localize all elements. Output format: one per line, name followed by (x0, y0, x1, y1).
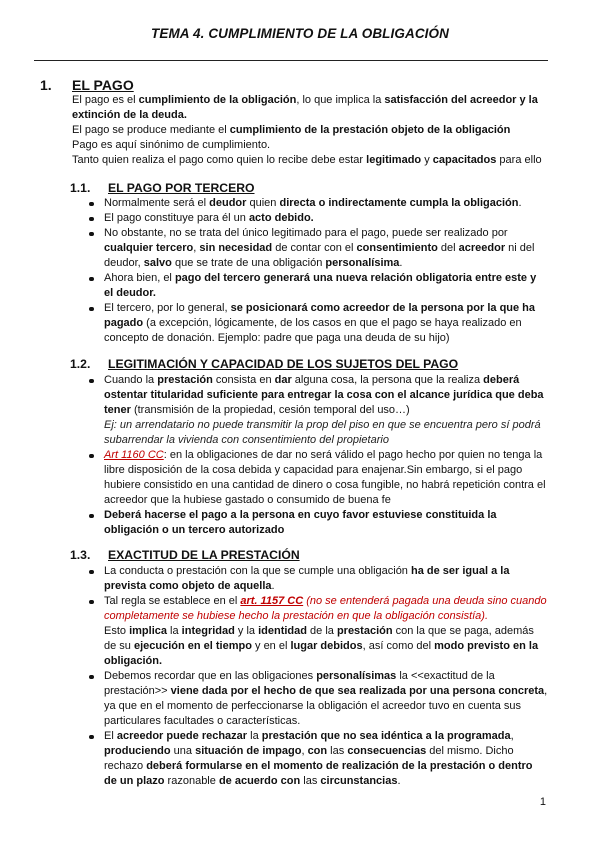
list-item: El pago constituye para él un acto debido. (88, 211, 548, 226)
subsection-number: 1.1. (70, 181, 91, 195)
title-divider (34, 44, 548, 61)
intro-line-3: Pago es aquí sinónimo de cumplimiento. (72, 139, 271, 151)
list-item: La conducta o prestación con la que se cumple una obligación ha de ser igual a la prevista como objeto de aquella. (88, 564, 548, 594)
section-label: EL PAGO (72, 77, 134, 93)
intro-line-1: El pago es el cumplimiento de la obligación, lo que implica la satisfacción del acreedor y la extinción de la deuda. (72, 94, 538, 121)
list-item: El acreedor puede rechazar la prestación que no sea idéntica a la programada, produciendo una situación de impago, con las consecuencias del mismo. Dicho rechazo deberá formularse en el momento de realización de la prestación o dentro de un plazo razonable de acuerdo con las circunstancias. (88, 729, 548, 789)
example-note: Ej: un arrendatario no puede transmitir la prop del piso en que se encuentra pero sí podrá subarrendar la vivienda con consentimiento del propietario (104, 419, 541, 446)
subsection-1-2-heading (70, 357, 458, 371)
list-item: Ahora bien, el pago del tercero generará una nueva relación obligatoria entre este y el deudor. (88, 271, 548, 301)
subsection-1-3-heading (70, 548, 300, 562)
intro-line-4: Tanto quien realiza el pago como quien lo recibe debe estar legitimado y capacitados para ello (72, 154, 542, 166)
section-1-heading (40, 77, 134, 93)
intro-paragraph (72, 93, 562, 168)
list-item: Deberá hacerse el pago a la persona en cuyo favor estuviese constituida la obligación o un tercero autorizado (88, 508, 548, 538)
list-item: Art 1160 CC: en la obligaciones de dar no será válido el pago hecho por quien no tenga la libre disposición de la cosa debida y capacidad para enajenar.Sin embargo, si el pago hubiere consistido en una cantidad de dinero o cosa fungible, no habrá repetición contra el acreedor que la hubiese gastado o consumido de buena fe (88, 448, 548, 508)
subsection-1-1-list (88, 196, 548, 346)
section-number: 1. (40, 77, 52, 93)
list-item: No obstante, no se trata del único legitimado para el pago, puede ser realizado por cualquier tercero, sin necesidad de contar con el consentimiento del acreedor ni del deudor, salvo que se trate de una obligación personalísima. (88, 226, 548, 271)
subsection-label: LEGITIMACIÓN Y CAPACIDAD DE LOS SUJETOS DEL PAGO (108, 357, 459, 371)
subsection-1-1-heading (70, 181, 255, 195)
subsection-number: 1.3. (70, 548, 91, 562)
subsection-1-3-list (88, 564, 548, 789)
subsection-number: 1.2. (70, 357, 91, 371)
list-item: Tal regla se establece en el art. 1157 CC (no se entenderá pagada una deuda sino cuando completamente se hubiese hecho la prestación en que la obligación consistía). Esto implica la integridad y la identidad de la prestación con la que se paga, además de su ejecución en el tiempo y en el lugar debidos, así como del modo previsto en la obligación. (88, 594, 548, 669)
subsection-label: EL PAGO POR TERCERO (108, 181, 255, 195)
list-item: Debemos recordar que en las obligaciones personalísimas la <<exactitud de la prestación>> viene dada por el hecho de que sea realizada por una persona concreta, ya que en el momento de perfeccionarse la obligación el acreedor tuvo en cuenta sus particulares facultades o características. (88, 669, 548, 729)
article-reference: Art 1160 CC (104, 449, 164, 461)
article-reference: art. 1157 CC (240, 595, 304, 607)
list-item: Cuando la prestación consista en dar alguna cosa, la persona que la realiza deberá ostentar titularidad suficiente para entregar la cosa con el alcance jurídica que deba tener (transmisión de la propiedad, cesión temporal del uso…) (88, 373, 548, 418)
subsection-1-2-list (88, 373, 548, 538)
list-item: El tercero, por lo general, se posicionará como acreedor de la persona por la que ha pagado (a excepción, lógicamente, de los casos en que el pago se haya realizado en concepto de donación. Ejemplo: padre que paga una deuda de su hijo) (88, 301, 548, 346)
page-number: 1 (539, 796, 546, 808)
subsection-label: EXACTITUD DE LA PRESTACIÓN (108, 548, 300, 562)
list-item: Normalmente será el deudor quien directa o indirectamente cumpla la obligación. (88, 196, 548, 211)
article-quote: (no se entenderá pagada una deuda sino cuando completamente se hubiese hecho la prestación en que la obligación consistía). (104, 595, 547, 622)
intro-line-2: El pago se produce mediante el cumplimiento de la prestación objeto de la obligación (72, 124, 511, 136)
document-title: TEMA 4. CUMPLIMIENTO DE LA OBLIGACIÓN (151, 26, 449, 41)
